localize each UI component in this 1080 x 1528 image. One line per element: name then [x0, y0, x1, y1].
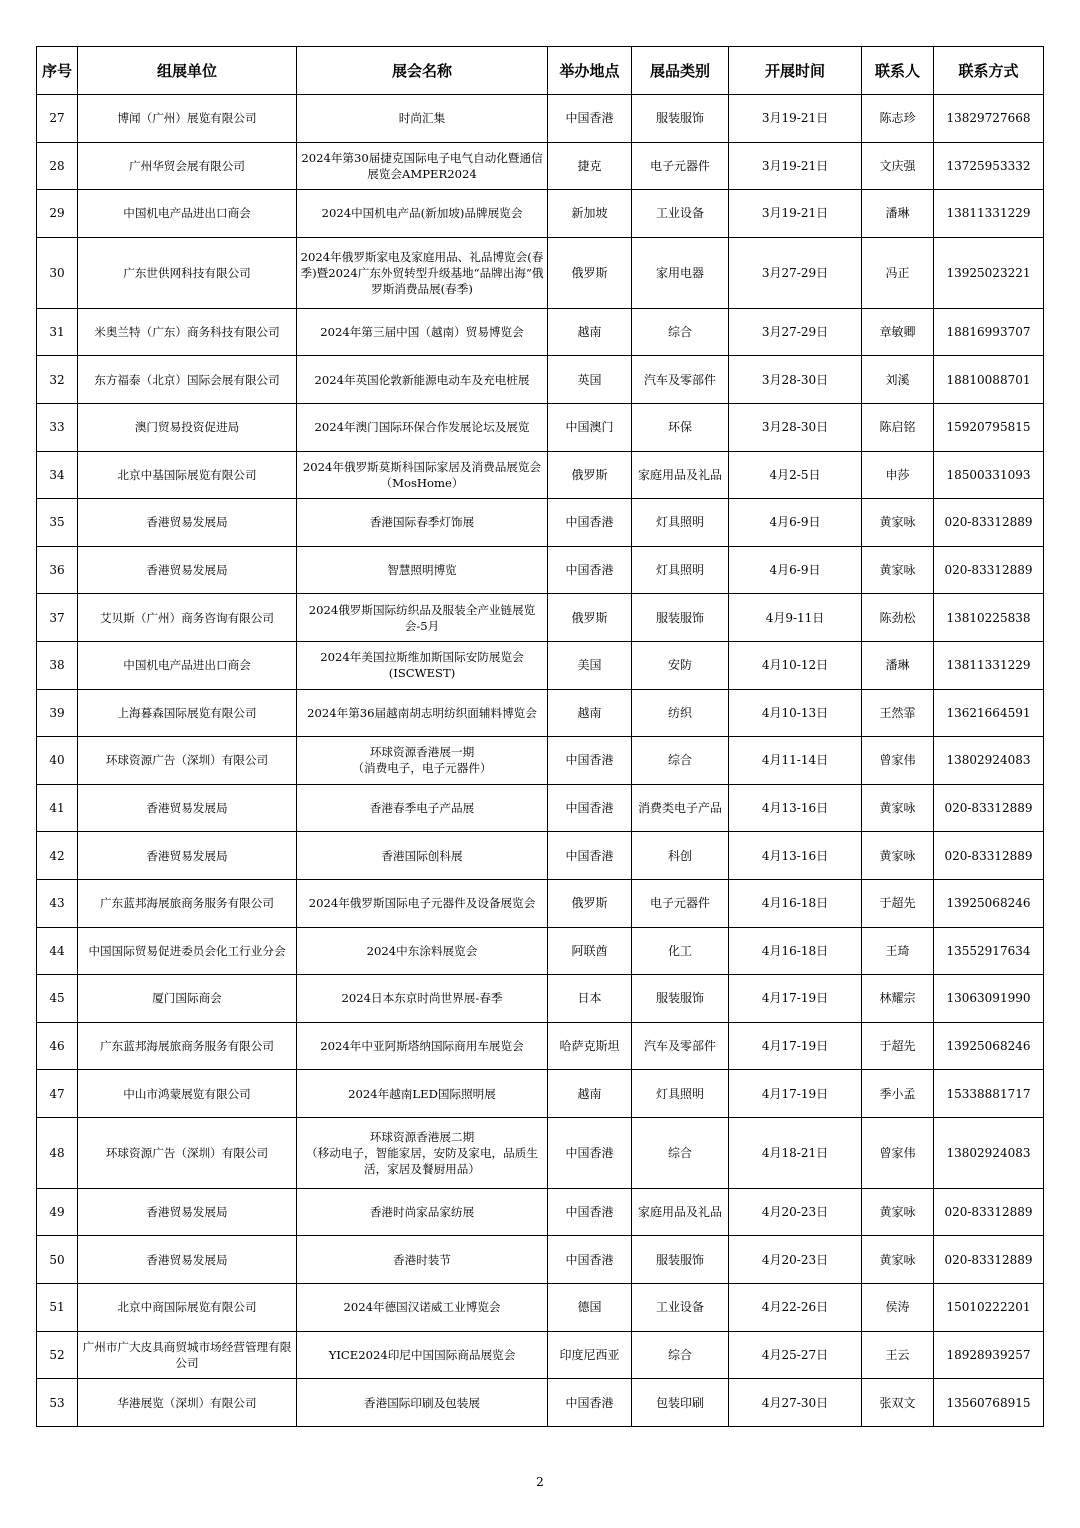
- cell-phone: 15010222201: [934, 1284, 1044, 1332]
- cell-category: 包装印刷: [632, 1379, 729, 1427]
- cell-exhibition: YICE2024印尼中国国际商品展览会: [297, 1331, 548, 1379]
- cell-contact: 刘溪: [862, 356, 934, 404]
- cell-dates: 4月20-23日: [729, 1236, 862, 1284]
- header-dates: 开展时间: [729, 47, 862, 95]
- cell-phone: 13725953332: [934, 142, 1044, 190]
- cell-no: 39: [37, 689, 78, 737]
- cell-category: 综合: [632, 1331, 729, 1379]
- cell-organizer: 香港贸易发展局: [78, 1236, 297, 1284]
- cell-organizer: 香港贸易发展局: [78, 1188, 297, 1236]
- cell-organizer: 香港贸易发展局: [78, 499, 297, 547]
- table-row: [37, 1070, 1044, 1118]
- cell-no: 52: [37, 1331, 78, 1379]
- cell-location: 中国香港: [548, 832, 632, 880]
- cell-dates: 3月19-21日: [729, 190, 862, 238]
- cell-no: 33: [37, 403, 78, 451]
- header-contact: 联系人: [862, 47, 934, 95]
- cell-phone: 020-83312889: [934, 832, 1044, 880]
- cell-contact: 冯正: [862, 237, 934, 308]
- cell-exhibition: 香港时装节: [297, 1236, 548, 1284]
- cell-location: 中国香港: [548, 1236, 632, 1284]
- cell-dates: 4月27-30日: [729, 1379, 862, 1427]
- cell-exhibition: 香港国际印刷及包装展: [297, 1379, 548, 1427]
- cell-category: 服装服饰: [632, 594, 729, 642]
- cell-organizer: 上海暮森国际展览有限公司: [78, 689, 297, 737]
- header-category: 展品类别: [632, 47, 729, 95]
- cell-contact: 于超先: [862, 879, 934, 927]
- cell-exhibition: 2024年越南LED国际照明展: [297, 1070, 548, 1118]
- cell-organizer: 东方福泰（北京）国际会展有限公司: [78, 356, 297, 404]
- cell-contact: 季小孟: [862, 1070, 934, 1118]
- header-location: 举办地点: [548, 47, 632, 95]
- cell-location: 中国香港: [548, 737, 632, 785]
- cell-location: 印度尼西亚: [548, 1331, 632, 1379]
- cell-location: 越南: [548, 308, 632, 356]
- header-exhibition: 展会名称: [297, 47, 548, 95]
- cell-exhibition: 环球资源香港展一期 （消费电子，电子元器件）: [297, 737, 548, 785]
- cell-exhibition: 环球资源香港展二期 （移动电子，智能家居，安防及家电，品质生活，家居及餐厨用品）: [297, 1117, 548, 1188]
- cell-location: 捷克: [548, 142, 632, 190]
- cell-dates: 4月6-9日: [729, 546, 862, 594]
- cell-contact: 黄家咏: [862, 546, 934, 594]
- cell-organizer: 中国国际贸易促进委员会化工行业分会: [78, 927, 297, 975]
- table-row: [37, 641, 1044, 689]
- cell-no: 48: [37, 1117, 78, 1188]
- cell-category: 电子元器件: [632, 879, 729, 927]
- table-row: [37, 927, 1044, 975]
- cell-organizer: 中国机电产品进出口商会: [78, 641, 297, 689]
- cell-organizer: 广东蓝邦海展旅商务服务有限公司: [78, 1022, 297, 1070]
- cell-phone: 18500331093: [934, 451, 1044, 499]
- cell-contact: 潘琳: [862, 190, 934, 238]
- cell-phone: 13802924083: [934, 1117, 1044, 1188]
- table-row: [37, 594, 1044, 642]
- cell-organizer: 香港贸易发展局: [78, 832, 297, 880]
- cell-phone: 020-83312889: [934, 1236, 1044, 1284]
- cell-phone: 15338881717: [934, 1070, 1044, 1118]
- cell-dates: 4月9-11日: [729, 594, 862, 642]
- cell-exhibition: 2024日本东京时尚世界展-春季: [297, 975, 548, 1023]
- cell-category: 工业设备: [632, 190, 729, 238]
- cell-organizer: 厦门国际商会: [78, 975, 297, 1023]
- table-row: [37, 832, 1044, 880]
- cell-category: 服装服饰: [632, 975, 729, 1023]
- cell-exhibition: 2024年第36届越南胡志明纺织面辅料博览会: [297, 689, 548, 737]
- cell-no: 49: [37, 1188, 78, 1236]
- cell-category: 灯具照明: [632, 499, 729, 547]
- cell-no: 37: [37, 594, 78, 642]
- cell-exhibition: 2024年英国伦敦新能源电动车及充电桩展: [297, 356, 548, 404]
- cell-phone: 18810088701: [934, 356, 1044, 404]
- cell-phone: 18928939257: [934, 1331, 1044, 1379]
- cell-location: 俄罗斯: [548, 879, 632, 927]
- cell-location: 英国: [548, 356, 632, 404]
- cell-contact: 张双文: [862, 1379, 934, 1427]
- cell-contact: 黄家咏: [862, 1236, 934, 1284]
- cell-location: 阿联酋: [548, 927, 632, 975]
- cell-dates: 4月13-16日: [729, 784, 862, 832]
- table-row: [37, 784, 1044, 832]
- cell-phone: 13829727668: [934, 95, 1044, 143]
- cell-exhibition: 2024年澳门国际环保合作发展论坛及展览: [297, 403, 548, 451]
- cell-no: 44: [37, 927, 78, 975]
- cell-phone: 13925023221: [934, 237, 1044, 308]
- cell-dates: 4月22-26日: [729, 1284, 862, 1332]
- cell-location: 美国: [548, 641, 632, 689]
- header-row: [37, 47, 1044, 95]
- cell-location: 中国香港: [548, 1117, 632, 1188]
- cell-organizer: 环球资源广告（深圳）有限公司: [78, 1117, 297, 1188]
- cell-exhibition: 2024中东涂料展览会: [297, 927, 548, 975]
- cell-exhibition: 香港时尚家品家纺展: [297, 1188, 548, 1236]
- cell-dates: 4月16-18日: [729, 927, 862, 975]
- cell-organizer: 北京中基国际展览有限公司: [78, 451, 297, 499]
- table-row: [37, 1284, 1044, 1332]
- cell-dates: 4月10-12日: [729, 641, 862, 689]
- table-row: [37, 308, 1044, 356]
- cell-phone: 15920795815: [934, 403, 1044, 451]
- cell-contact: 陈启铭: [862, 403, 934, 451]
- cell-location: 越南: [548, 689, 632, 737]
- header-no: 序号: [37, 47, 78, 95]
- cell-contact: 王云: [862, 1331, 934, 1379]
- cell-location: 中国香港: [548, 95, 632, 143]
- cell-no: 42: [37, 832, 78, 880]
- cell-organizer: 博闻（广州）展览有限公司: [78, 95, 297, 143]
- table-row: [37, 142, 1044, 190]
- cell-dates: 4月17-19日: [729, 975, 862, 1023]
- cell-phone: 020-83312889: [934, 784, 1044, 832]
- cell-category: 汽车及零部件: [632, 356, 729, 404]
- cell-contact: 申莎: [862, 451, 934, 499]
- cell-no: 29: [37, 190, 78, 238]
- table-body: [37, 95, 1044, 1427]
- cell-exhibition: 2024年俄罗斯莫斯科国际家居及消费品展览会（MosHome）: [297, 451, 548, 499]
- cell-category: 综合: [632, 737, 729, 785]
- table-row: [37, 879, 1044, 927]
- cell-exhibition: 2024年俄罗斯家电及家庭用品、礼品博览会(春季)暨2024广东外贸转型升级基地“品牌出海”俄罗斯消费品展(春季): [297, 237, 548, 308]
- cell-location: 新加坡: [548, 190, 632, 238]
- cell-no: 51: [37, 1284, 78, 1332]
- cell-no: 28: [37, 142, 78, 190]
- cell-exhibition: 时尚汇集: [297, 95, 548, 143]
- cell-location: 中国香港: [548, 546, 632, 594]
- cell-location: 日本: [548, 975, 632, 1023]
- cell-dates: 4月25-27日: [729, 1331, 862, 1379]
- cell-dates: 3月19-21日: [729, 142, 862, 190]
- cell-dates: 4月13-16日: [729, 832, 862, 880]
- table-row: [37, 451, 1044, 499]
- cell-organizer: 广州华贸会展有限公司: [78, 142, 297, 190]
- cell-phone: 020-83312889: [934, 546, 1044, 594]
- cell-exhibition: 2024年美国拉斯维加斯国际安防展览会(ISCWEST): [297, 641, 548, 689]
- cell-category: 综合: [632, 1117, 729, 1188]
- cell-category: 灯具照明: [632, 1070, 729, 1118]
- cell-dates: 4月18-21日: [729, 1117, 862, 1188]
- cell-no: 46: [37, 1022, 78, 1070]
- table-row: [37, 1117, 1044, 1188]
- cell-organizer: 华港展览（深圳）有限公司: [78, 1379, 297, 1427]
- cell-dates: 4月17-19日: [729, 1022, 862, 1070]
- cell-contact: 黄家咏: [862, 784, 934, 832]
- cell-dates: 3月28-30日: [729, 403, 862, 451]
- cell-category: 工业设备: [632, 1284, 729, 1332]
- cell-no: 53: [37, 1379, 78, 1427]
- cell-location: 中国香港: [548, 499, 632, 547]
- cell-dates: 3月19-21日: [729, 95, 862, 143]
- cell-contact: 章敏卿: [862, 308, 934, 356]
- cell-contact: 于超先: [862, 1022, 934, 1070]
- cell-no: 34: [37, 451, 78, 499]
- cell-organizer: 澳门贸易投资促进局: [78, 403, 297, 451]
- cell-contact: 陈志珍: [862, 95, 934, 143]
- cell-exhibition: 香港国际春季灯饰展: [297, 499, 548, 547]
- cell-exhibition: 2024年第三届中国（越南）贸易博览会: [297, 308, 548, 356]
- cell-dates: 4月2-5日: [729, 451, 862, 499]
- cell-phone: 13811331229: [934, 190, 1044, 238]
- cell-organizer: 艾贝斯（广州）商务咨询有限公司: [78, 594, 297, 642]
- cell-category: 家庭用品及礼品: [632, 1188, 729, 1236]
- table-row: [37, 356, 1044, 404]
- table-row: [37, 95, 1044, 143]
- cell-organizer: 香港贸易发展局: [78, 546, 297, 594]
- cell-no: 30: [37, 237, 78, 308]
- cell-organizer: 北京中商国际展览有限公司: [78, 1284, 297, 1332]
- cell-organizer: 米奥兰特（广东）商务科技有限公司: [78, 308, 297, 356]
- table-row: [37, 1022, 1044, 1070]
- cell-location: 俄罗斯: [548, 237, 632, 308]
- cell-location: 中国香港: [548, 1379, 632, 1427]
- cell-organizer: 广州市广大皮具商贸城市场经营管理有限公司: [78, 1331, 297, 1379]
- cell-contact: 黄家咏: [862, 832, 934, 880]
- cell-category: 服装服饰: [632, 1236, 729, 1284]
- cell-contact: 文庆强: [862, 142, 934, 190]
- cell-category: 汽车及零部件: [632, 1022, 729, 1070]
- cell-exhibition: 2024年德国汉诺威工业博览会: [297, 1284, 548, 1332]
- cell-contact: 侯涛: [862, 1284, 934, 1332]
- cell-no: 32: [37, 356, 78, 404]
- cell-dates: 3月28-30日: [729, 356, 862, 404]
- cell-no: 35: [37, 499, 78, 547]
- cell-location: 俄罗斯: [548, 451, 632, 499]
- cell-dates: 3月27-29日: [729, 237, 862, 308]
- cell-category: 纺织: [632, 689, 729, 737]
- cell-dates: 4月10-13日: [729, 689, 862, 737]
- cell-exhibition: 香港国际创科展: [297, 832, 548, 880]
- cell-category: 安防: [632, 641, 729, 689]
- cell-contact: 王然霏: [862, 689, 934, 737]
- cell-exhibition: 香港春季电子产品展: [297, 784, 548, 832]
- cell-exhibition: 2024年中亚阿斯塔纳国际商用车展览会: [297, 1022, 548, 1070]
- cell-category: 电子元器件: [632, 142, 729, 190]
- cell-location: 俄罗斯: [548, 594, 632, 642]
- cell-dates: 3月27-29日: [729, 308, 862, 356]
- cell-phone: 020-83312889: [934, 1188, 1044, 1236]
- cell-phone: 13810225838: [934, 594, 1044, 642]
- cell-no: 36: [37, 546, 78, 594]
- table-row: [37, 403, 1044, 451]
- cell-location: 中国香港: [548, 784, 632, 832]
- page-number: 2: [536, 1475, 544, 1489]
- cell-no: 50: [37, 1236, 78, 1284]
- cell-phone: 13925068246: [934, 879, 1044, 927]
- cell-phone: 18816993707: [934, 308, 1044, 356]
- table-row: [37, 737, 1044, 785]
- cell-category: 家用电器: [632, 237, 729, 308]
- cell-dates: 4月17-19日: [729, 1070, 862, 1118]
- cell-location: 越南: [548, 1070, 632, 1118]
- cell-organizer: 香港贸易发展局: [78, 784, 297, 832]
- header-organizer: 组展单位: [78, 47, 297, 95]
- cell-exhibition: 智慧照明博览: [297, 546, 548, 594]
- cell-category: 化工: [632, 927, 729, 975]
- table-row: [37, 237, 1044, 308]
- cell-no: 43: [37, 879, 78, 927]
- cell-phone: 13560768915: [934, 1379, 1044, 1427]
- cell-location: 中国香港: [548, 1188, 632, 1236]
- cell-contact: 曾家伟: [862, 737, 934, 785]
- cell-phone: 13063091990: [934, 975, 1044, 1023]
- cell-category: 消费类电子产品: [632, 784, 729, 832]
- cell-no: 27: [37, 95, 78, 143]
- cell-dates: 4月6-9日: [729, 499, 862, 547]
- cell-contact: 潘琳: [862, 641, 934, 689]
- cell-category: 科创: [632, 832, 729, 880]
- cell-category: 环保: [632, 403, 729, 451]
- cell-location: 哈萨克斯坦: [548, 1022, 632, 1070]
- table-row: [37, 1379, 1044, 1427]
- cell-contact: 王琦: [862, 927, 934, 975]
- cell-dates: 4月20-23日: [729, 1188, 862, 1236]
- cell-phone: 13621664591: [934, 689, 1044, 737]
- table-row: [37, 689, 1044, 737]
- cell-phone: 13811331229: [934, 641, 1044, 689]
- table-row: [37, 975, 1044, 1023]
- cell-location: 德国: [548, 1284, 632, 1332]
- cell-phone: 020-83312889: [934, 499, 1044, 547]
- cell-phone: 13552917634: [934, 927, 1044, 975]
- header-phone: 联系方式: [934, 47, 1044, 95]
- cell-contact: 曾家伟: [862, 1117, 934, 1188]
- table-row: [37, 499, 1044, 547]
- table-row: [37, 1188, 1044, 1236]
- cell-contact: 黄家咏: [862, 1188, 934, 1236]
- table-row: [37, 1331, 1044, 1379]
- cell-no: 45: [37, 975, 78, 1023]
- cell-organizer: 中国机电产品进出口商会: [78, 190, 297, 238]
- cell-category: 服装服饰: [632, 95, 729, 143]
- cell-organizer: 中山市鸿蒙展览有限公司: [78, 1070, 297, 1118]
- cell-dates: 4月16-18日: [729, 879, 862, 927]
- cell-category: 灯具照明: [632, 546, 729, 594]
- table-row: [37, 190, 1044, 238]
- cell-organizer: 环球资源广告（深圳）有限公司: [78, 737, 297, 785]
- cell-phone: 13925068246: [934, 1022, 1044, 1070]
- cell-category: 家庭用品及礼品: [632, 451, 729, 499]
- cell-exhibition: 2024中国机电产品(新加坡)品牌展览会: [297, 190, 548, 238]
- cell-no: 31: [37, 308, 78, 356]
- cell-phone: 13802924083: [934, 737, 1044, 785]
- cell-dates: 4月11-14日: [729, 737, 862, 785]
- cell-no: 47: [37, 1070, 78, 1118]
- table-row: [37, 546, 1044, 594]
- cell-contact: 黄家咏: [862, 499, 934, 547]
- table-row: [37, 1236, 1044, 1284]
- cell-no: 40: [37, 737, 78, 785]
- cell-exhibition: 2024年俄罗斯国际电子元器件及设备展览会: [297, 879, 548, 927]
- cell-location: 中国澳门: [548, 403, 632, 451]
- cell-contact: 陈劲松: [862, 594, 934, 642]
- cell-exhibition: 2024俄罗斯国际纺织品及服装全产业链展览会-5月: [297, 594, 548, 642]
- cell-no: 41: [37, 784, 78, 832]
- exhibition-schedule-table: [36, 46, 1044, 1427]
- cell-category: 综合: [632, 308, 729, 356]
- cell-organizer: 广东蓝邦海展旅商务服务有限公司: [78, 879, 297, 927]
- cell-exhibition: 2024年第30届捷克国际电子电气自动化暨通信展览会AMPER2024: [297, 142, 548, 190]
- cell-no: 38: [37, 641, 78, 689]
- cell-contact: 林耀宗: [862, 975, 934, 1023]
- cell-organizer: 广东世供网科技有限公司: [78, 237, 297, 308]
